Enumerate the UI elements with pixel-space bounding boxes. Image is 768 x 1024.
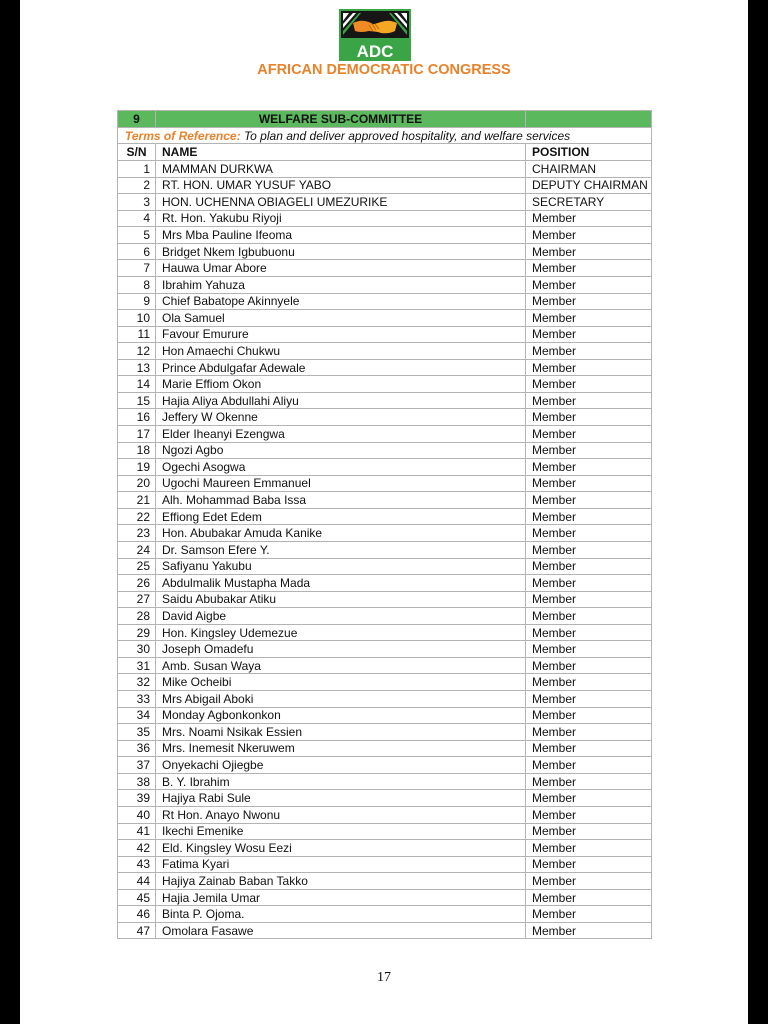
- member-position: Member: [526, 906, 652, 923]
- table-row: [118, 691, 652, 708]
- column-header-sn: S/N: [118, 144, 156, 161]
- member-name: MAMMAN DURKWA: [156, 161, 526, 178]
- member-name: Chief Babatope Akinnyele: [156, 293, 526, 310]
- table-row: [118, 641, 652, 658]
- member-position: Member: [526, 260, 652, 277]
- member-sn: 12: [118, 343, 156, 360]
- member-name: Ngozi Agbo: [156, 442, 526, 459]
- member-position: Member: [526, 243, 652, 260]
- organization-name: AFRICAN DEMOCRATIC CONGRESS: [257, 62, 511, 78]
- member-sn: 47: [118, 922, 156, 939]
- member-name: Mrs Abigail Aboki: [156, 691, 526, 708]
- member-position: Member: [526, 624, 652, 641]
- table-row: [118, 856, 652, 873]
- member-position: Member: [526, 575, 652, 592]
- table-row: [118, 210, 652, 227]
- member-sn: 32: [118, 674, 156, 691]
- table-row: [118, 376, 652, 393]
- member-name: Hon. Abubakar Amuda Kanike: [156, 525, 526, 542]
- member-name: Safiyanu Yakubu: [156, 558, 526, 575]
- handshake-logo-icon: [339, 9, 411, 61]
- member-name: Favour Emurure: [156, 326, 526, 343]
- member-sn: 42: [118, 840, 156, 857]
- member-name: Marie Effiom Okon: [156, 376, 526, 393]
- member-name: Hon Amaechi Chukwu: [156, 343, 526, 360]
- member-name: Mrs. Inemesit Nkeruwem: [156, 740, 526, 757]
- member-position: Member: [526, 426, 652, 443]
- member-position: Member: [526, 392, 652, 409]
- table-row: [118, 459, 652, 476]
- logo-text: ADC: [356, 42, 394, 61]
- member-name: Omolara Fasawe: [156, 922, 526, 939]
- table-row: [118, 359, 652, 376]
- member-position: Member: [526, 657, 652, 674]
- member-position: Member: [526, 674, 652, 691]
- member-position: Member: [526, 276, 652, 293]
- member-name: Mrs Mba Pauline Ifeoma: [156, 227, 526, 244]
- member-sn: 46: [118, 906, 156, 923]
- member-position: Member: [526, 724, 652, 741]
- member-name: Effiong Edet Edem: [156, 508, 526, 525]
- table-row: [118, 227, 652, 244]
- member-sn: 8: [118, 276, 156, 293]
- member-name: Ola Samuel: [156, 310, 526, 327]
- member-name: Monday Agbonkonkon: [156, 707, 526, 724]
- member-name: Hajia Aliya Abdullahi Aliyu: [156, 392, 526, 409]
- member-name: Bridget Nkem Igbubuonu: [156, 243, 526, 260]
- member-position: Member: [526, 293, 652, 310]
- member-sn: 26: [118, 575, 156, 592]
- member-name: Rt Hon. Anayo Nwonu: [156, 806, 526, 823]
- member-position: Member: [526, 326, 652, 343]
- table-row: [118, 906, 652, 923]
- member-name: Mike Ocheibi: [156, 674, 526, 691]
- table-row: [118, 525, 652, 542]
- member-position: Member: [526, 856, 652, 873]
- table-row: [118, 326, 652, 343]
- member-position: Member: [526, 757, 652, 774]
- member-sn: 31: [118, 657, 156, 674]
- member-position: Member: [526, 840, 652, 857]
- table-row: [118, 757, 652, 774]
- table-row: [118, 243, 652, 260]
- table-row: [118, 194, 652, 211]
- table-row: [118, 161, 652, 178]
- member-position: Member: [526, 359, 652, 376]
- member-name: Onyekachi Ojiegbe: [156, 757, 526, 774]
- table-row: [118, 707, 652, 724]
- table-row: [118, 293, 652, 310]
- table-row: [118, 409, 652, 426]
- member-sn: 34: [118, 707, 156, 724]
- member-position: Member: [526, 691, 652, 708]
- table-row: [118, 508, 652, 525]
- table-row: [118, 392, 652, 409]
- member-position: Member: [526, 889, 652, 906]
- member-name: Alh. Mohammad Baba Issa: [156, 492, 526, 509]
- member-position: Member: [526, 210, 652, 227]
- member-name: Jeffery W Okenne: [156, 409, 526, 426]
- table-row: [118, 823, 652, 840]
- member-name: Prince Abdulgafar Adewale: [156, 359, 526, 376]
- member-position: Member: [526, 508, 652, 525]
- committee-title: WELFARE SUB-COMMITTEE: [156, 111, 526, 128]
- table-row: [118, 343, 652, 360]
- member-position: Member: [526, 773, 652, 790]
- member-sn: 21: [118, 492, 156, 509]
- member-sn: 36: [118, 740, 156, 757]
- table-row: [118, 740, 652, 757]
- member-position: DEPUTY CHAIRMAN: [526, 177, 652, 194]
- column-header-name: NAME: [156, 144, 526, 161]
- table-row: [118, 475, 652, 492]
- member-position: Member: [526, 806, 652, 823]
- member-sn: 11: [118, 326, 156, 343]
- member-position: Member: [526, 707, 652, 724]
- member-position: SECRETARY: [526, 194, 652, 211]
- member-sn: 28: [118, 608, 156, 625]
- table-row: [118, 840, 652, 857]
- member-name: HON. UCHENNA OBIAGELI UMEZURIKE: [156, 194, 526, 211]
- member-name: Rt. Hon. Yakubu Riyoji: [156, 210, 526, 227]
- table-row: [118, 426, 652, 443]
- member-name: Joseph Omadefu: [156, 641, 526, 658]
- table-row: [118, 657, 652, 674]
- member-sn: 35: [118, 724, 156, 741]
- member-name: Eld. Kingsley Wosu Eezi: [156, 840, 526, 857]
- member-name: Abdulmalik Mustapha Mada: [156, 575, 526, 592]
- member-sn: 13: [118, 359, 156, 376]
- member-sn: 43: [118, 856, 156, 873]
- table-row: [118, 922, 652, 939]
- column-header-position: POSITION: [526, 144, 652, 161]
- member-position: Member: [526, 790, 652, 807]
- member-sn: 18: [118, 442, 156, 459]
- member-sn: 20: [118, 475, 156, 492]
- member-position: Member: [526, 475, 652, 492]
- member-position: Member: [526, 459, 652, 476]
- member-name: Ibrahim Yahuza: [156, 276, 526, 293]
- member-position: Member: [526, 740, 652, 757]
- member-sn: 37: [118, 757, 156, 774]
- committee-number: 9: [118, 111, 156, 128]
- member-position: Member: [526, 541, 652, 558]
- member-sn: 38: [118, 773, 156, 790]
- member-sn: 4: [118, 210, 156, 227]
- table-row: [118, 177, 652, 194]
- member-position: CHAIRMAN: [526, 161, 652, 178]
- member-sn: 10: [118, 310, 156, 327]
- table-row: [118, 558, 652, 575]
- member-name: Elder Iheanyi Ezengwa: [156, 426, 526, 443]
- members-list: [118, 161, 652, 939]
- member-sn: 23: [118, 525, 156, 542]
- member-sn: 22: [118, 508, 156, 525]
- member-sn: 24: [118, 541, 156, 558]
- member-name: RT. HON. UMAR YUSUF YABO: [156, 177, 526, 194]
- member-position: Member: [526, 641, 652, 658]
- member-position: Member: [526, 591, 652, 608]
- member-name: Ikechi Emenike: [156, 823, 526, 840]
- member-position: Member: [526, 492, 652, 509]
- table-row: [118, 276, 652, 293]
- member-position: Member: [526, 922, 652, 939]
- member-position: Member: [526, 442, 652, 459]
- member-sn: 25: [118, 558, 156, 575]
- member-sn: 5: [118, 227, 156, 244]
- table-row: [118, 492, 652, 509]
- committee-table: [117, 110, 652, 939]
- table-row: [118, 674, 652, 691]
- table-row: [118, 541, 652, 558]
- member-sn: 7: [118, 260, 156, 277]
- adc-logo: [339, 9, 411, 61]
- member-sn: 1: [118, 161, 156, 178]
- member-sn: 2: [118, 177, 156, 194]
- member-position: Member: [526, 376, 652, 393]
- member-name: Hajiya Zainab Baban Takko: [156, 873, 526, 890]
- member-sn: 14: [118, 376, 156, 393]
- member-sn: 45: [118, 889, 156, 906]
- member-name: B. Y. Ibrahim: [156, 773, 526, 790]
- member-position: Member: [526, 310, 652, 327]
- member-sn: 44: [118, 873, 156, 890]
- member-sn: 9: [118, 293, 156, 310]
- terms-of-reference-row: [118, 128, 652, 144]
- table-row: [118, 806, 652, 823]
- member-name: Binta P. Ojoma.: [156, 906, 526, 923]
- member-sn: 15: [118, 392, 156, 409]
- table-row: [118, 773, 652, 790]
- member-name: Hajia Jemila Umar: [156, 889, 526, 906]
- table-row: [118, 310, 652, 327]
- committee-header-blank: [526, 111, 652, 128]
- member-sn: 16: [118, 409, 156, 426]
- member-sn: 3: [118, 194, 156, 211]
- member-position: Member: [526, 823, 652, 840]
- member-sn: 41: [118, 823, 156, 840]
- member-name: Fatima Kyari: [156, 856, 526, 873]
- member-name: Hajiya Rabi Sule: [156, 790, 526, 807]
- member-name: Mrs. Noami Nsikak Essien: [156, 724, 526, 741]
- page-number: 17: [377, 970, 391, 985]
- member-name: Hauwa Umar Abore: [156, 260, 526, 277]
- member-sn: 29: [118, 624, 156, 641]
- member-sn: 19: [118, 459, 156, 476]
- table-row: [118, 575, 652, 592]
- member-position: Member: [526, 343, 652, 360]
- member-sn: 39: [118, 790, 156, 807]
- member-sn: 30: [118, 641, 156, 658]
- table-row: [118, 724, 652, 741]
- table-row: [118, 790, 652, 807]
- member-name: David Aigbe: [156, 608, 526, 625]
- member-sn: 33: [118, 691, 156, 708]
- member-name: Ogechi Asogwa: [156, 459, 526, 476]
- member-position: Member: [526, 227, 652, 244]
- table-row: [118, 591, 652, 608]
- table-row: [118, 624, 652, 641]
- member-name: Dr. Samson Efere Y.: [156, 541, 526, 558]
- table-row: [118, 873, 652, 890]
- member-name: Saidu Abubakar Atiku: [156, 591, 526, 608]
- terms-label: Terms of Reference:: [125, 128, 241, 143]
- table-row: [118, 260, 652, 277]
- member-position: Member: [526, 409, 652, 426]
- member-position: Member: [526, 608, 652, 625]
- member-sn: 40: [118, 806, 156, 823]
- member-sn: 6: [118, 243, 156, 260]
- member-position: Member: [526, 873, 652, 890]
- table-row: [118, 889, 652, 906]
- member-name: Hon. Kingsley Udemezue: [156, 624, 526, 641]
- column-header-row: [118, 144, 652, 161]
- table-row: [118, 442, 652, 459]
- committee-header-row: [118, 111, 652, 128]
- member-name: Amb. Susan Waya: [156, 657, 526, 674]
- terms-text: To plan and deliver approved hospitality, and welfare services: [243, 128, 571, 143]
- member-position: Member: [526, 558, 652, 575]
- member-sn: 17: [118, 426, 156, 443]
- member-position: Member: [526, 525, 652, 542]
- member-sn: 27: [118, 591, 156, 608]
- terms-of-reference: [118, 128, 652, 144]
- table-row: [118, 608, 652, 625]
- member-name: Ugochi Maureen Emmanuel: [156, 475, 526, 492]
